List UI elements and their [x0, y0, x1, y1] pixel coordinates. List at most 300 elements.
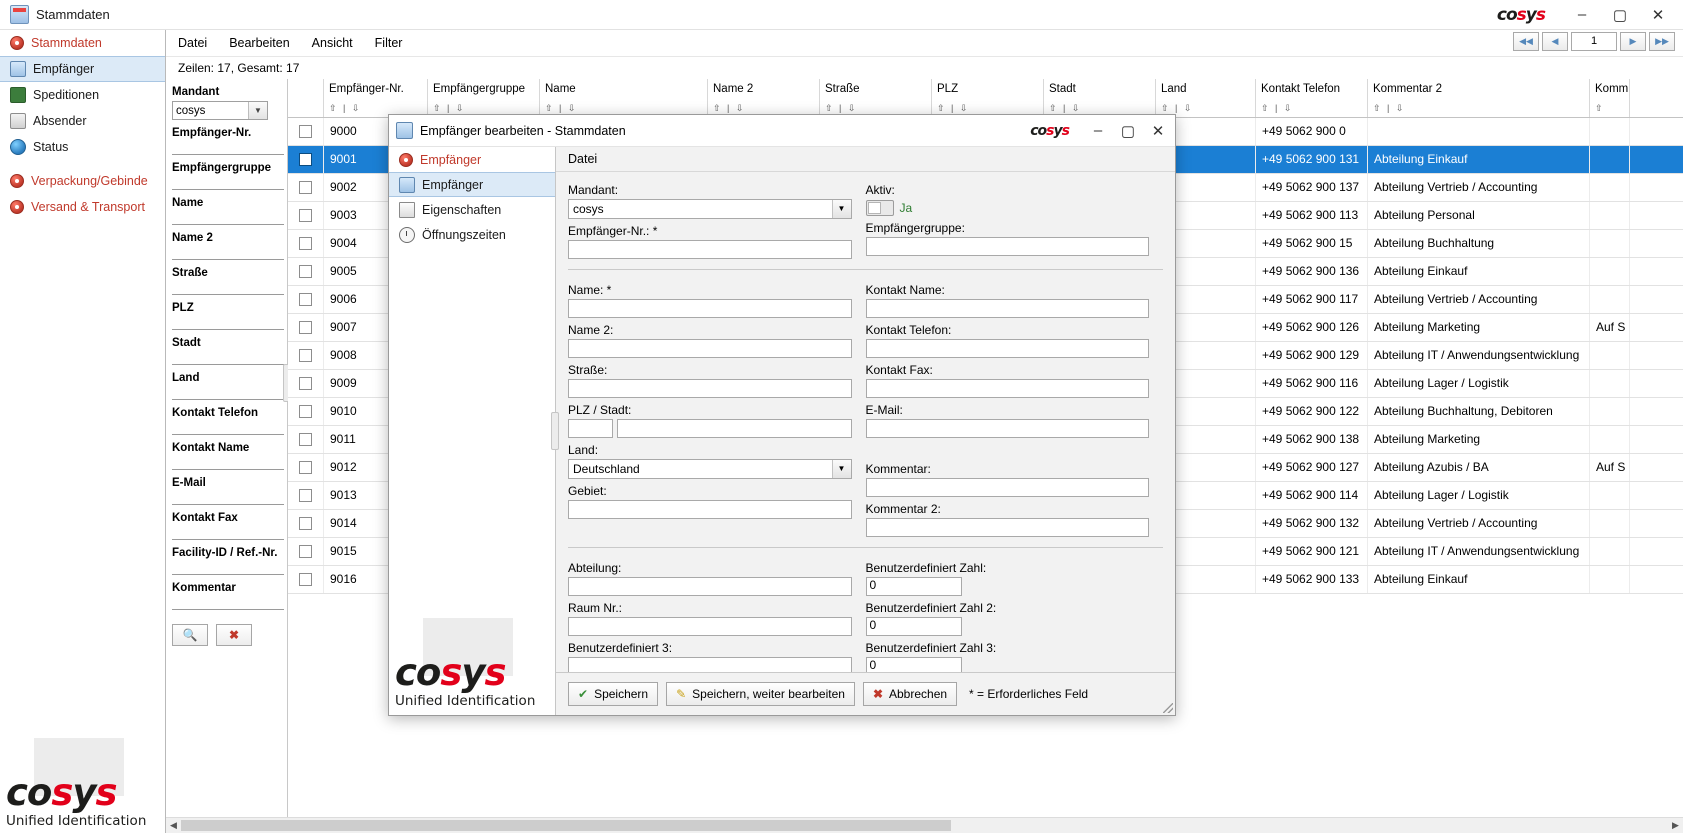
label-kommentar: Kommentar:: [865, 461, 931, 476]
cell-komm: [1590, 202, 1630, 229]
filter-input-empfaenger-nr[interactable]: [172, 139, 284, 155]
cell-komm: [1590, 426, 1630, 453]
form-col-right: [866, 278, 1164, 537]
grid-header-empfaengergruppe[interactable]: [428, 79, 540, 117]
label-gebiet: Gebiet:: [568, 483, 607, 498]
grid-header-stadt[interactable]: [1044, 79, 1156, 117]
row-checkbox[interactable]: [299, 405, 312, 418]
dialog-sidebar: [389, 147, 556, 715]
search-button[interactable]: [172, 624, 208, 646]
cell-kontakt-telefon: +49 5062 900 122: [1256, 398, 1368, 425]
sort-icon[interactable]: ⇧ | ⇩: [545, 103, 578, 113]
cell-kontakt-telefon: +49 5062 900 116: [1256, 370, 1368, 397]
chevron-down-icon: ▼: [832, 460, 851, 478]
filter-input-kontakt-name[interactable]: [172, 454, 284, 470]
row-select-checkbox-cell[interactable]: [288, 146, 324, 173]
cell-kommentar2: Abteilung Vertrieb / Accounting: [1368, 174, 1590, 201]
cell-kommentar2: Abteilung Einkauf: [1368, 146, 1590, 173]
window-maximize-button[interactable]: ▢: [1612, 6, 1628, 24]
grid-header-empfaenger-nr[interactable]: [324, 79, 428, 117]
sidebar-section-verpackung[interactable]: [0, 168, 165, 194]
pager-first-button[interactable]: ◀◀: [1513, 32, 1539, 51]
row-select-checkbox-cell[interactable]: [288, 202, 324, 229]
raum-nr-input[interactable]: [568, 617, 852, 636]
name2-input[interactable]: [568, 339, 852, 358]
cell-empfaenger-nr: 9014: [324, 510, 428, 537]
kontakt-fax-input[interactable]: [866, 379, 1150, 398]
grid-header-label: Kommentar 2: [1373, 83, 1443, 95]
aktiv-toggle[interactable]: [866, 200, 894, 216]
sort-icon[interactable]: ⇧ | ⇩: [1161, 103, 1194, 113]
sort-icon[interactable]: ⇧ | ⇩: [825, 103, 858, 113]
label-benutzerdefiniert-3: Benutzerdefiniert 3:: [568, 640, 673, 655]
cell-empfaenger-nr: 9005: [324, 258, 428, 285]
plz-input[interactable]: [568, 419, 613, 438]
row-checkbox[interactable]: [299, 209, 312, 222]
cell-empfaenger-nr: 9001: [324, 146, 428, 173]
benutzerdefiniert-3-input[interactable]: [568, 657, 852, 672]
row-checkbox[interactable]: [299, 433, 312, 446]
logo-tagline: Unified Identification: [6, 813, 147, 829]
pager-last-button[interactable]: ▶▶: [1649, 32, 1675, 51]
row-select-checkbox-cell[interactable]: [288, 118, 324, 145]
cell-kontakt-telefon: +49 5062 900 127: [1256, 454, 1368, 481]
cell-kommentar2: Abteilung Lager / Logistik: [1368, 482, 1590, 509]
row-checkbox[interactable]: [299, 573, 312, 586]
cell-empfaenger-nr: 9006: [324, 286, 428, 313]
filter-label-strasse: Straße: [172, 267, 208, 279]
cell-kontakt-telefon: +49 5062 900 138: [1256, 426, 1368, 453]
cell-empfaenger-nr: 9008: [324, 342, 428, 369]
cell-kontakt-telefon: +49 5062 900 136: [1256, 258, 1368, 285]
label-empfaengergruppe: Empfängergruppe:: [865, 220, 965, 235]
sidebar-section-label: Verpackung/Gebinde: [31, 174, 148, 188]
cell-komm: [1590, 482, 1630, 509]
window-minimize-button[interactable]: –: [1577, 6, 1587, 23]
row-checkbox[interactable]: [299, 489, 312, 502]
grid-header-kontakt-telefon[interactable]: [1256, 79, 1368, 117]
row-checkbox[interactable]: [299, 321, 312, 334]
label-raum-nr: Raum Nr.:: [568, 600, 623, 615]
row-select-checkbox-cell[interactable]: [288, 398, 324, 425]
row-checkbox[interactable]: [299, 181, 312, 194]
row-checkbox[interactable]: [299, 349, 312, 362]
row-select-checkbox-cell[interactable]: [288, 286, 324, 313]
cell-kontakt-telefon: +49 5062 900 121: [1256, 538, 1368, 565]
grid-header-strasse[interactable]: [820, 79, 932, 117]
row-checkbox[interactable]: [299, 265, 312, 278]
kommentar2-input[interactable]: [866, 518, 1150, 537]
cell-kommentar2: Abteilung Buchhaltung, Debitoren: [1368, 398, 1590, 425]
cell-komm: [1590, 286, 1630, 313]
row-select-checkbox-cell[interactable]: [288, 174, 324, 201]
label-email: E-Mail:: [865, 402, 903, 417]
sort-icon[interactable]: ⇧ | ⇩: [713, 103, 746, 113]
clear-filter-button[interactable]: [216, 624, 252, 646]
row-select-checkbox-cell[interactable]: [288, 370, 324, 397]
dialog-sidebar-section-empfaenger[interactable]: [389, 147, 555, 172]
sidebar-section-label: Stammdaten: [31, 36, 102, 50]
edit-recipient-dialog: [388, 114, 1176, 716]
cosys-wordmark: cosys: [395, 651, 506, 694]
grid-header-label: Stadt: [1049, 83, 1076, 95]
recipient-form: [556, 172, 1175, 672]
cosys-wordmark: cosys: [6, 771, 117, 814]
sidebar-item-absender[interactable]: [0, 108, 165, 134]
cancel-button[interactable]: [863, 682, 957, 706]
red-dot-icon: [10, 174, 24, 188]
save-button[interactable]: [568, 682, 658, 706]
filter-input-strasse[interactable]: [172, 279, 284, 295]
dialog-main: [556, 147, 1175, 715]
truck-icon: [10, 87, 26, 103]
pager-page-input[interactable]: 1: [1571, 32, 1617, 51]
cell-komm: [1590, 538, 1630, 565]
chevron-down-icon: ▼: [248, 102, 267, 119]
sort-icon[interactable]: ⇧ | ⇩: [1049, 103, 1082, 113]
cell-komm: [1590, 398, 1630, 425]
dialog-person-icon: [396, 122, 413, 139]
grid-header-plz[interactable]: [932, 79, 1044, 117]
filter-label-mandant: Mandant: [172, 86, 220, 98]
label-strasse: Straße:: [568, 362, 608, 377]
cell-kommentar2: Abteilung IT / Anwendungsentwicklung: [1368, 342, 1590, 369]
cell-komm: [1590, 146, 1630, 173]
label-name2: Name 2:: [568, 322, 614, 337]
row-select-checkbox-cell[interactable]: [288, 426, 324, 453]
label-benutzerdefiniert-zahl: Benutzerdefiniert Zahl:: [865, 560, 987, 575]
cell-empfaenger-nr: 9015: [324, 538, 428, 565]
cell-komm: [1590, 118, 1630, 145]
filter-input-stadt[interactable]: [172, 349, 284, 365]
pager-next-button[interactable]: ▶: [1620, 32, 1646, 51]
filter-input-name[interactable]: [172, 209, 284, 225]
pager-prev-button[interactable]: ◀: [1542, 32, 1568, 51]
row-checkbox[interactable]: [299, 517, 312, 530]
filter-label-facility-id: Facility-ID / Ref.-Nr.: [172, 547, 278, 559]
grid-header-label: Name: [545, 83, 576, 95]
filter-label-stadt: Stadt: [172, 337, 201, 349]
label-kontakt-fax: Kontakt Fax:: [865, 362, 933, 377]
person-icon: [10, 61, 26, 77]
row-select-checkbox-cell[interactable]: [288, 314, 324, 341]
cell-empfaenger-nr: 9000: [324, 118, 428, 145]
sidebar-section-stammdaten[interactable]: [0, 30, 165, 56]
filter-mandant-combo[interactable]: [172, 101, 268, 120]
dialog-sidebar-item-oeffnungszeiten[interactable]: [389, 222, 555, 247]
cell-kontakt-telefon: +49 5062 900 15: [1256, 230, 1368, 257]
form-col-right: [866, 178, 1164, 259]
form-group-custom: [568, 556, 1163, 672]
cell-kontakt-telefon: +49 5062 900 132: [1256, 510, 1368, 537]
row-checkbox[interactable]: [299, 153, 312, 166]
grid-header-label: Straße: [825, 83, 860, 95]
menubar: [166, 30, 1683, 57]
grid-header-label: Komm: [1595, 83, 1629, 95]
sidebar-item-speditionen[interactable]: [0, 82, 165, 108]
cell-kommentar2: Abteilung Einkauf: [1368, 566, 1590, 593]
filter-input-facility-id[interactable]: [172, 559, 284, 575]
cell-kontakt-telefon: +49 5062 900 117: [1256, 286, 1368, 313]
row-checkbox[interactable]: [299, 125, 312, 138]
benutzerdefiniert-zahl-2-input[interactable]: 0: [866, 617, 962, 636]
row-checkbox[interactable]: [299, 377, 312, 390]
mandant-value: cosys: [573, 201, 604, 216]
row-select-checkbox-cell[interactable]: [288, 258, 324, 285]
row-select-checkbox-cell[interactable]: [288, 538, 324, 565]
sidebar-logo: [6, 738, 158, 829]
cell-komm: [1590, 510, 1630, 537]
row-select-checkbox-cell[interactable]: [288, 230, 324, 257]
plz-stadt-row: [568, 419, 852, 438]
grid-header-name2[interactable]: [708, 79, 820, 117]
grid-header-row: [288, 79, 1683, 118]
filter-label-kontakt-fax: Kontakt Fax: [172, 512, 238, 524]
cell-empfaenger-nr: 9004: [324, 230, 428, 257]
form-col-left: [568, 278, 866, 537]
dialog-sidebar-item-label: Empfänger: [422, 177, 484, 192]
dialog-title: Empfänger bearbeiten - Stammdaten: [420, 123, 626, 138]
dialog-resize-grip[interactable]: [1163, 703, 1173, 713]
horizontal-scrollbar[interactable]: [166, 817, 1683, 833]
empfaengergruppe-input[interactable]: [866, 237, 1150, 256]
menu-ansicht[interactable]: Ansicht: [311, 36, 353, 50]
label-kontakt-name: Kontakt Name:: [865, 282, 945, 297]
cell-komm: [1590, 230, 1630, 257]
red-dot-icon: [10, 36, 24, 50]
grid-header-label: PLZ: [937, 83, 959, 95]
sidebar-item-label: Status: [33, 140, 69, 154]
benutzerdefiniert-zahl-3-input[interactable]: 0: [866, 657, 962, 672]
cell-empfaenger-nr: 9013: [324, 482, 428, 509]
benutzerdefiniert-zahl-input[interactable]: 0: [866, 577, 962, 596]
grid-header-komm[interactable]: [1590, 79, 1630, 117]
cell-komm: [1590, 566, 1630, 593]
cell-kontakt-telefon: +49 5062 900 114: [1256, 482, 1368, 509]
grid-header-kommentar2[interactable]: [1368, 79, 1590, 117]
row-checkbox[interactable]: [299, 237, 312, 250]
status-icon: [10, 139, 26, 155]
red-dot-icon: [10, 200, 24, 214]
filter-label-land: Land: [172, 372, 200, 384]
check-icon: ✔: [578, 687, 589, 701]
menu-bearbeiten[interactable]: Bearbeiten: [229, 36, 290, 50]
row-select-checkbox-cell[interactable]: [288, 482, 324, 509]
filter-label-kontakt-name: Kontakt Name: [172, 442, 250, 454]
filter-input-kontakt-fax[interactable]: [172, 524, 284, 540]
email-input[interactable]: [866, 419, 1150, 438]
cell-empfaenger-nr: 9009: [324, 370, 428, 397]
name-input[interactable]: [568, 299, 852, 318]
filter-input-kontakt-telefon[interactable]: [172, 419, 284, 435]
cosys-logo: cosys: [1496, 4, 1545, 25]
filter-input-empfaengergruppe[interactable]: [172, 174, 284, 190]
land-select[interactable]: [568, 459, 852, 479]
dialog-close-button[interactable]: ✕: [1151, 122, 1165, 140]
app-icon: [10, 5, 29, 24]
sidebar-item-label: Empfänger: [33, 62, 95, 76]
sort-icon[interactable]: ⇧ | ⇩: [329, 103, 362, 113]
filter-input-land[interactable]: [172, 384, 284, 400]
row-checkbox[interactable]: [299, 293, 312, 306]
clock-icon: [399, 227, 415, 243]
sidebar-item-empfaenger[interactable]: [0, 56, 165, 82]
cell-kommentar2: [1368, 118, 1590, 145]
filter-label-email: E-Mail: [172, 477, 206, 489]
empfaenger-nr-input[interactable]: [568, 240, 852, 259]
scroll-right-icon[interactable]: ▶: [1672, 820, 1679, 830]
cancel-button-label: Abbrechen: [889, 687, 948, 701]
menu-filter[interactable]: Filter: [374, 36, 403, 50]
filter-input-plz[interactable]: [172, 314, 284, 330]
grid-header-label: Kontakt Telefon: [1261, 83, 1341, 95]
grid-header-land[interactable]: [1156, 79, 1256, 117]
label-empfaenger-nr: Empfänger-Nr.: *: [568, 223, 658, 238]
person-icon: [399, 177, 415, 193]
grid-header-label: Empfängergruppe: [433, 83, 526, 95]
cell-empfaenger-nr: 9011: [324, 426, 428, 453]
properties-icon: [399, 202, 415, 218]
filter-input-email[interactable]: [172, 489, 284, 505]
dialog-footer: [556, 672, 1175, 715]
cell-komm: [1590, 174, 1630, 201]
scrollbar-track[interactable]: [181, 819, 1668, 832]
form-col-right: [866, 556, 1164, 672]
sort-icon[interactable]: ⇧: [1595, 103, 1605, 113]
dialog-sidebar-item-label: Öffnungszeiten: [422, 227, 506, 242]
mandant-select[interactable]: [568, 199, 852, 219]
dialog-menubar: [556, 147, 1175, 172]
save-continue-button-label: Speichern, weiter bearbeiten: [692, 687, 845, 701]
cell-kontakt-telefon: +49 5062 900 131: [1256, 146, 1368, 173]
aktiv-value: Ja: [899, 200, 913, 215]
cell-kommentar2: Abteilung Lager / Logistik: [1368, 370, 1590, 397]
cell-empfaenger-nr: 9016: [324, 566, 428, 593]
cell-empfaenger-nr: 9010: [324, 398, 428, 425]
filter-label-plz: PLZ: [172, 302, 194, 314]
sidebar: [0, 30, 166, 833]
cell-empfaenger-nr: 9002: [324, 174, 428, 201]
filter-mandant-value: cosys: [176, 104, 206, 117]
filter-input-kommentar[interactable]: [172, 594, 284, 610]
cell-empfaenger-nr: 9003: [324, 202, 428, 229]
filter-label-kommentar: Kommentar: [172, 582, 236, 594]
dialog-sidebar-item-eigenschaften[interactable]: [389, 197, 555, 222]
filter-panel: [166, 79, 288, 817]
sidebar-divider: [0, 160, 165, 168]
gebiet-input[interactable]: [568, 500, 852, 519]
logo-tagline: Unified Identification: [395, 693, 536, 709]
cell-kommentar2: Abteilung Personal: [1368, 202, 1590, 229]
cell-kommentar2: Abteilung Vertrieb / Accounting: [1368, 286, 1590, 313]
sender-icon: [10, 113, 26, 129]
grid-header-name[interactable]: [540, 79, 708, 117]
sidebar-section-label: Versand & Transport: [31, 200, 145, 214]
cell-kontakt-telefon: +49 5062 900 113: [1256, 202, 1368, 229]
dialog-sidebar-logo: [395, 618, 547, 709]
row-select-checkbox-cell[interactable]: [288, 566, 324, 593]
cell-kommentar2: Abteilung Marketing: [1368, 426, 1590, 453]
filter-input-name2[interactable]: [172, 244, 284, 260]
cell-kommentar2: Abteilung Marketing: [1368, 314, 1590, 341]
aktiv-toggle-row[interactable]: [866, 200, 1150, 216]
form-col-left: [568, 556, 866, 672]
red-x-icon: ✖: [872, 687, 883, 701]
dialog-menu-datei[interactable]: Datei: [568, 151, 598, 166]
red-dot-icon: [399, 153, 413, 167]
kontakt-name-input[interactable]: [866, 299, 1150, 318]
stadt-input[interactable]: [617, 419, 852, 438]
red-x-icon: ✖: [228, 628, 240, 642]
grid-header-label: Empfänger-Nr.: [329, 83, 404, 95]
grid-header-select[interactable]: [288, 79, 324, 117]
row-select-checkbox-cell[interactable]: [288, 510, 324, 537]
cell-komm: Auf S: [1590, 454, 1630, 481]
window-close-button[interactable]: ✕: [1651, 6, 1665, 24]
grid-header-label: Land: [1161, 83, 1187, 95]
abteilung-input[interactable]: [568, 577, 852, 596]
cell-komm: [1590, 370, 1630, 397]
save-continue-button[interactable]: [666, 682, 855, 706]
filter-label-empfaengergruppe: Empfängergruppe: [172, 162, 272, 174]
row-select-checkbox-cell[interactable]: [288, 454, 324, 481]
label-benutzerdefiniert-zahl-3: Benutzerdefiniert Zahl 3:: [865, 640, 997, 655]
sort-icon[interactable]: ⇧ | ⇩: [937, 103, 970, 113]
label-benutzerdefiniert-zahl-2: Benutzerdefiniert Zahl 2:: [865, 600, 997, 615]
strasse-input[interactable]: [568, 379, 852, 398]
label-kommentar2: Kommentar 2:: [865, 501, 941, 516]
cell-kontakt-telefon: +49 5062 900 137: [1256, 174, 1368, 201]
filter-label-kontakt-telefon: Kontakt Telefon: [172, 407, 259, 419]
menu-datei[interactable]: Datei: [178, 36, 208, 50]
dialog-titlebar: [389, 115, 1175, 147]
label-mandant: Mandant:: [568, 182, 619, 197]
sort-icon[interactable]: ⇧ | ⇩: [1261, 103, 1294, 113]
sidebar-section-versand[interactable]: [0, 194, 165, 220]
dialog-maximize-button[interactable]: ▢: [1120, 122, 1136, 140]
scroll-left-icon[interactable]: ◀: [170, 820, 177, 830]
dialog-sidebar-section-label: Empfänger: [420, 152, 482, 167]
row-count-text: Zeilen: 17, Gesamt: 17: [178, 61, 300, 75]
form-col-left: [568, 178, 866, 259]
cell-komm: [1590, 258, 1630, 285]
label-kontakt-telefon: Kontakt Telefon:: [865, 322, 952, 337]
row-select-checkbox-cell[interactable]: [288, 342, 324, 369]
row-checkbox[interactable]: [299, 461, 312, 474]
dialog-sidebar-item-empfaenger[interactable]: [389, 172, 555, 197]
window-titlebar: [0, 0, 1683, 30]
sort-icon[interactable]: ⇧ | ⇩: [1373, 103, 1406, 113]
sidebar-item-label: Speditionen: [33, 88, 100, 102]
sort-icon[interactable]: ⇧ | ⇩: [433, 103, 466, 113]
label-plz-stadt: PLZ / Stadt:: [568, 402, 632, 417]
cell-kommentar2: Abteilung Buchhaltung: [1368, 230, 1590, 257]
sidebar-item-label: Absender: [33, 114, 87, 128]
filter-label-name: Name: [172, 197, 204, 209]
dialog-minimize-button[interactable]: –: [1093, 122, 1103, 139]
sidebar-item-status[interactable]: [0, 134, 165, 160]
form-group-address: [568, 278, 1163, 548]
kontakt-telefon-input[interactable]: [866, 339, 1150, 358]
form-group-identification: [568, 178, 1163, 270]
grid-header-label: Name 2: [713, 83, 754, 95]
kommentar-input[interactable]: [866, 478, 1150, 497]
row-checkbox[interactable]: [299, 545, 312, 558]
cell-kontakt-telefon: +49 5062 900 133: [1256, 566, 1368, 593]
scrollbar-thumb[interactable]: [181, 820, 951, 831]
toggle-knob: [868, 202, 881, 214]
window-title: Stammdaten: [36, 7, 110, 22]
